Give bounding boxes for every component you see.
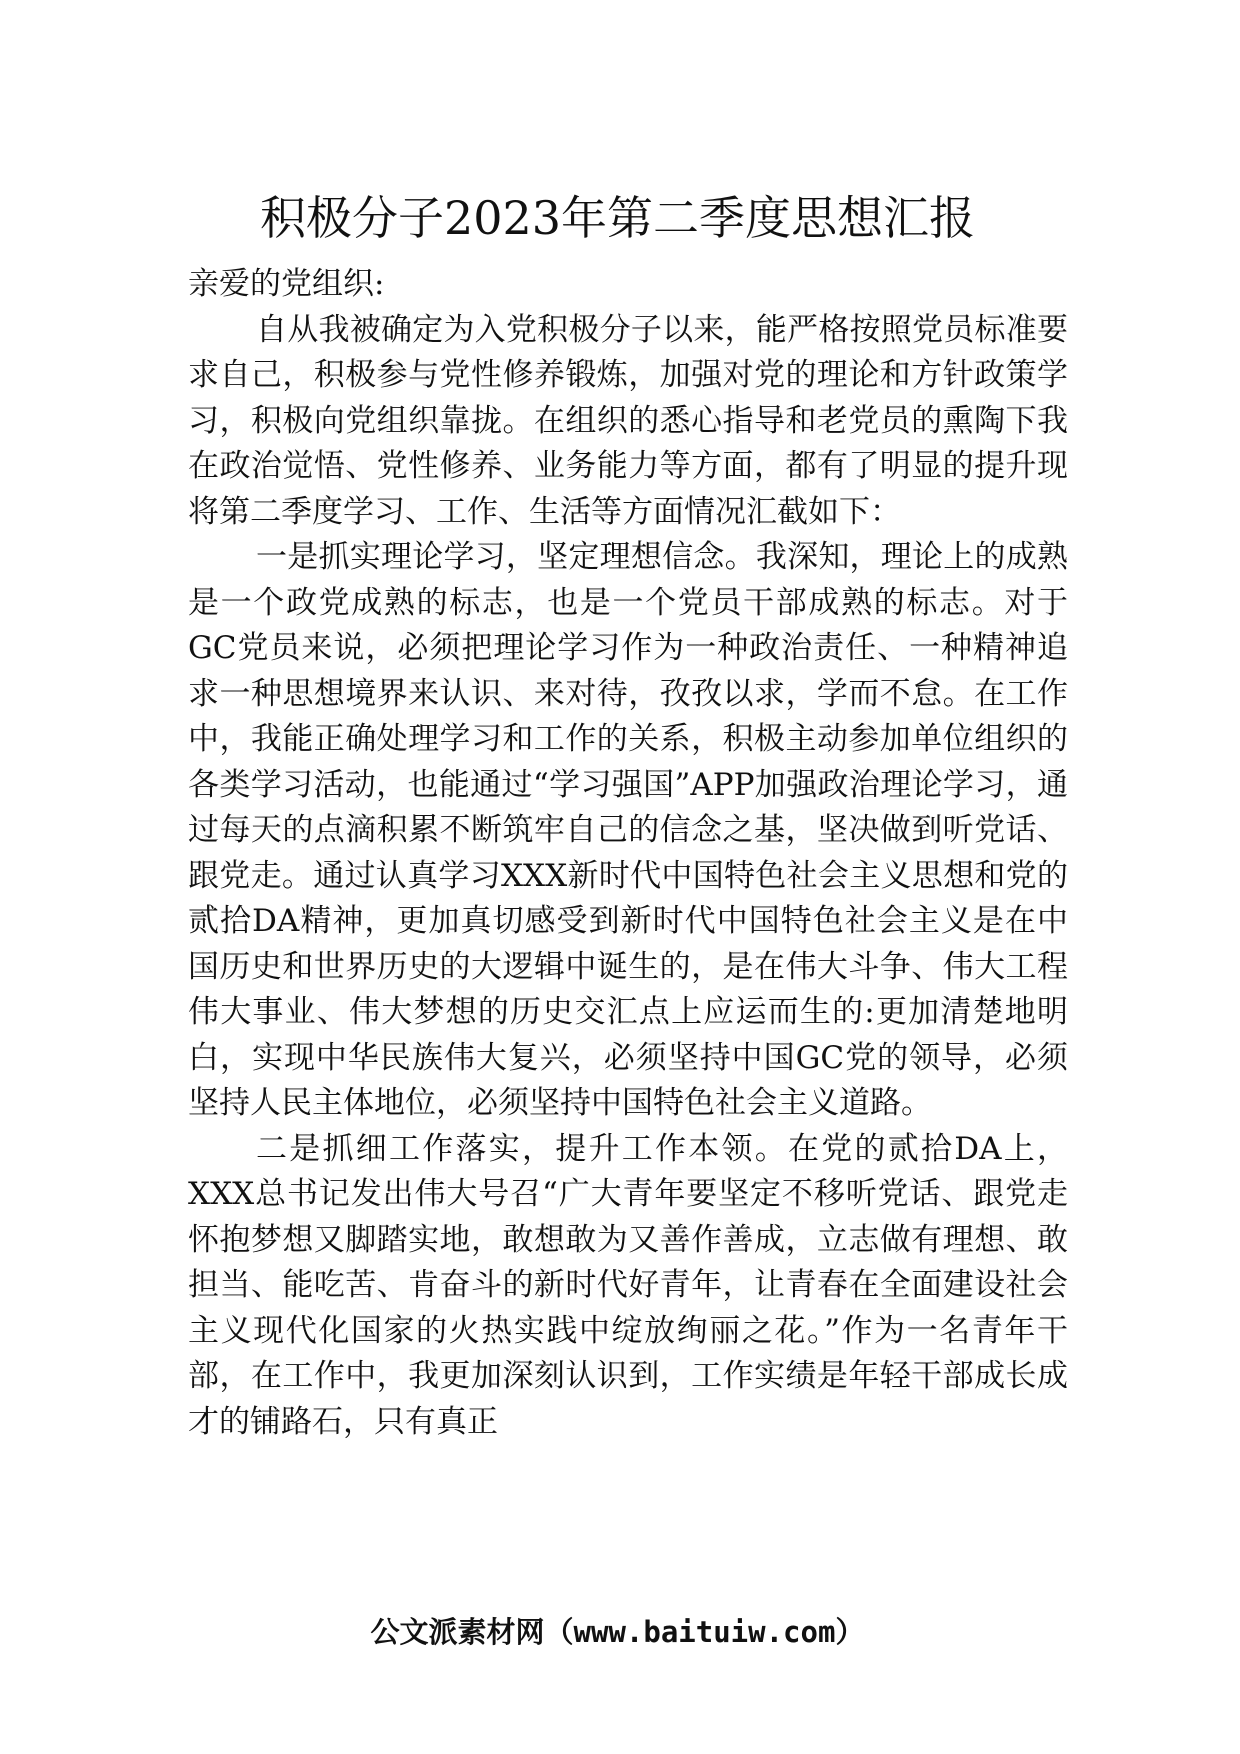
footer-watermark (150, 1612, 1085, 1652)
footer-url: （www.baituiw.com） (544, 1615, 865, 1649)
paragraph-theory-study: 一是抓实理论学习，坚定理想信念。我深知，理论上的成熟是一个政党成熟的标志，也是一个党员干部成熟的标志。对于GC党员来说，必须把理论学习作为一种政治责任、一种精神追求一种思想境界来认识、来对待，孜孜以求，学而不怠。在工作中，我能正确处理学习和工作的关系，积极主动参加单位组织的各类学习活动，也能通过“学习强国”APP加强政治理论学习，通过每天的点滴积累不断筑牢自己的信念之基，坚决做到听党话、跟党走。通过认真学习XXX新时代中国特色社会主义思想和党的贰拾DA精神，更加真切感受到新时代中国特色社会主义是在中国历史和世界历史的大逻辑中诞生的，是在伟大斗争、伟大工程伟大事业、伟大梦想的历史交汇点上应运而生的:更加清楚地明白，实现中华民族伟大复兴，必须坚持中国GC党的领导，必须坚持人民主体地位，必须坚持中国特色社会主义道路。 (188, 539, 1068, 1121)
paragraph-intro: 自从我被确定为入党积极分子以来，能严格按照党员标准要求自己，积极参与党性修养锻炼，加强对党的理论和方针政策学习，积极向党组织靠拢。在组织的悉心指导和老党员的熏陶下我在政治觉悟、党性修养、业务能力等方面，都有了明显的提升现将第二季度学习、工作、生活等方面情况汇截如下： (188, 311, 1068, 530)
paragraph-work-implementation: 二是抓细工作落实，提升工作本领。在党的贰拾DA上，XXX总书记发出伟大号召“广大青年要坚定不移听党话、跟党走怀抱梦想又脚踏实地，敢想敢为又善作善成，立志做有理想、敢担当、能吃苦、肯奋斗的新时代好青年，让青春在全面建设社会主义现代化国家的火热实践中绽放绚丽之花。”作为一名青年干部，在工作中，我更加深刻认识到，工作实绩是年轻干部成长成才的铺路石，只有真正 (188, 1130, 1068, 1440)
document-body (188, 262, 1068, 1445)
footer-site-name: 公文派素材网 (370, 1615, 545, 1649)
document-title: 积极分子2023年第二季度思想汇报 (259, 191, 976, 245)
salutation: 亲爱的党组织: (188, 266, 385, 302)
